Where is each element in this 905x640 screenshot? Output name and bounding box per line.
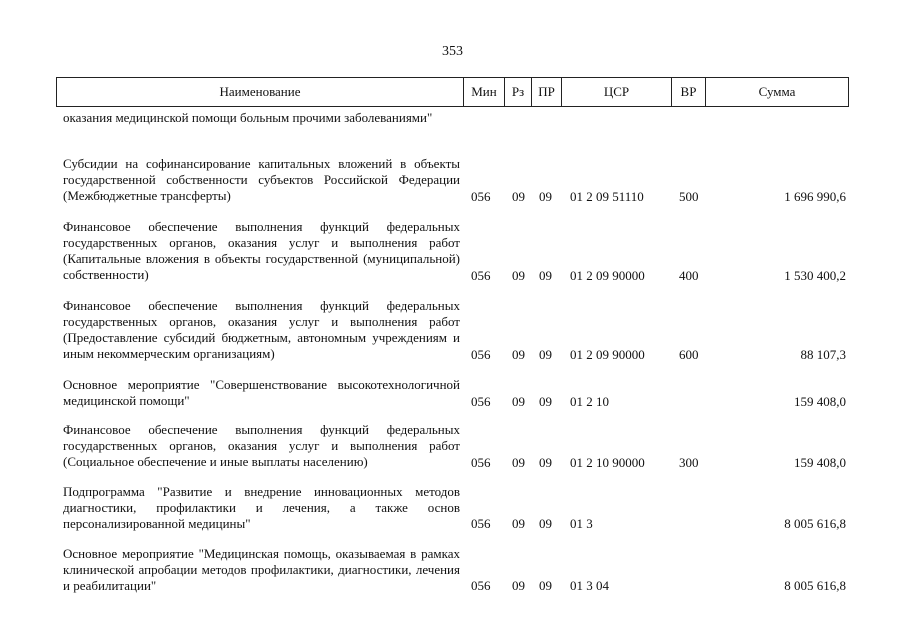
row-pr: 09 [539,394,552,409]
row-rz: 09 [512,268,525,283]
header-name: Наименование [57,78,464,106]
row-min: 056 [471,455,491,470]
row-pr: 09 [539,268,552,283]
row-rz: 09 [512,578,525,593]
row-pr: 09 [539,455,552,470]
table-header [56,77,849,107]
row-vr: 400 [679,268,699,283]
row-csr: 01 2 10 [570,394,609,409]
row-sum: 8 005 616,8 [784,578,846,593]
row-rz: 09 [512,394,525,409]
header-vr: ВР [672,78,706,106]
row-csr: 01 2 09 90000 [570,347,645,362]
row-min: 056 [471,268,491,283]
header-rz: Рз [505,78,532,106]
row-name: Финансовое обеспечение выполнения функций федеральных государственных органов, оказания услуг и выполнения работ (Социальное обеспечение и иные выплаты населению) [63,422,460,469]
page-number: 353 [442,44,463,59]
row-sum: 159 408,0 [794,394,846,409]
row-min: 056 [471,347,491,362]
row-name: Подпрограмма "Развитие и внедрение инновационных методов диагностики, профилактики и лечения, а также основ персонализированной медицины" [63,484,460,531]
row-sum: 159 408,0 [794,455,846,470]
row-csr: 01 2 10 90000 [570,455,645,470]
row-csr: 01 2 09 90000 [570,268,645,283]
row-name: Финансовое обеспечение выполнения функций федеральных государственных органов, оказания услуг и выполнения работ (Предоставление субсидий бюджетным, автономным учреждениям и иным некоммерческим организациям) [63,298,460,361]
row-rz: 09 [512,455,525,470]
row-rz: 09 [512,347,525,362]
header-pr: ПР [532,78,562,106]
row-rz: 09 [512,516,525,531]
row-csr: 01 2 09 51110 [570,189,644,204]
row-csr: 01 3 04 [570,578,609,593]
row-pr: 09 [539,347,552,362]
row-min: 056 [471,578,491,593]
row-name: Финансовое обеспечение выполнения функций федеральных государственных органов, оказания услуг и выполнения работ (Капитальные вложения в объекты государственной (муниципальной) собственности) [63,219,460,282]
row-sum: 1 530 400,2 [784,268,846,283]
row-vr: 600 [679,347,699,362]
row-vr: 500 [679,189,699,204]
row-sum: 1 696 990,6 [784,189,846,204]
header-csr: ЦСР [562,78,672,106]
row-vr: 300 [679,455,699,470]
row-sum: 88 107,3 [800,347,846,362]
row-min: 056 [471,189,491,204]
row-pr: 09 [539,189,552,204]
row-sum: 8 005 616,8 [784,516,846,531]
row-name: Субсидии на софинансирование капитальных вложений в объекты государственной собственности субъектов Российской Федерации (Межбюджетные трансферты) [63,156,460,203]
header-min: Мин [464,78,505,106]
row-rz: 09 [512,189,525,204]
row-name: оказания медицинской помощи больным прочими заболеваниями" [63,110,433,125]
header-sum: Сумма [758,84,796,99]
row-pr: 09 [539,578,552,593]
row-name: Основное мероприятие "Медицинская помощь, оказываемая в рамках клинической апробации методов профилактики, диагностики, лечения и реабилитации" [63,546,460,593]
row-name: Основное мероприятие "Совершенствование высокотехнологичной медицинской помощи" [63,377,460,408]
row-min: 056 [471,394,491,409]
row-csr: 01 3 [570,516,593,531]
row-min: 056 [471,516,491,531]
row-pr: 09 [539,516,552,531]
